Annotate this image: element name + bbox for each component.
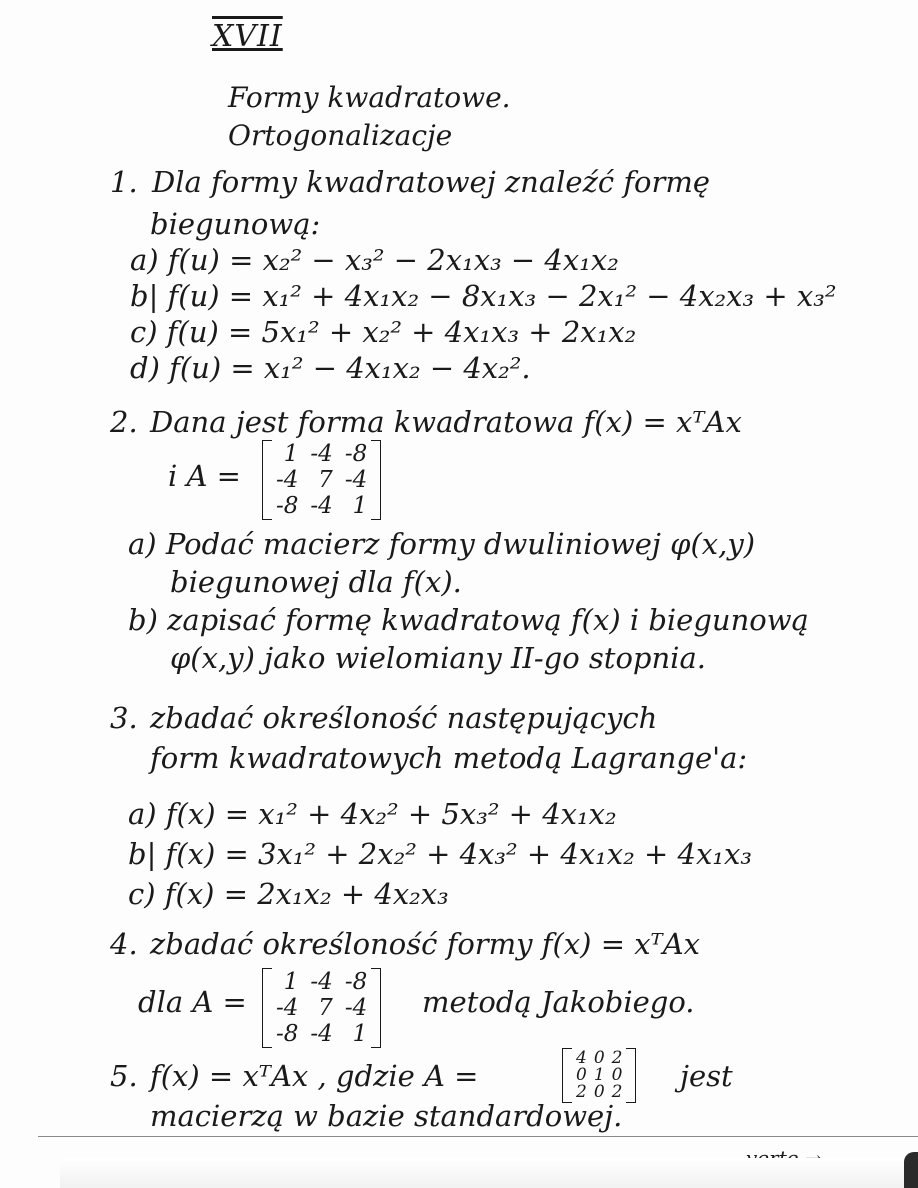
- matrix-cell: 2: [611, 1048, 623, 1068]
- problem-1-text: Dla formy kwadratowej znaleźć formę: [152, 165, 711, 199]
- matrix-cell: -4: [310, 1021, 333, 1048]
- matrix-cell: 7: [318, 995, 333, 1022]
- matrix-cell: -4: [310, 493, 333, 520]
- matrix-cell: -8: [344, 441, 368, 467]
- problem-1-text-cont: biegunową:: [150, 207, 321, 241]
- topic-title: Formy kwadratowe.: [228, 81, 511, 114]
- page-edge-line: [38, 1136, 918, 1137]
- problem-2-number: 2.: [110, 405, 138, 439]
- problem-1d-equation: d) f(u) = x₁² − 4x₁x₂ − 4x₂².: [130, 351, 531, 385]
- matrix-cell: -8: [276, 1021, 299, 1048]
- problem-1a-equation: a) f(u) = x₂² − x₃² − 2x₁x₃ − 4x₁x₂: [130, 243, 619, 277]
- matrix-cell: -4: [310, 441, 333, 467]
- problem-2a-text: a) Podać macierz formy dwuliniowej φ(x,y): [128, 527, 756, 561]
- problem-2a-text-cont: biegunowej dla f(x).: [170, 565, 462, 599]
- problem-3c-equation: c) f(x) = 2x₁x₂ + 4x₂x₃: [128, 877, 449, 911]
- matrix-cell: 1: [352, 493, 368, 520]
- section-number: XVII: [212, 19, 283, 54]
- problem-1c-equation: c) f(u) = 5x₁² + x₂² + 4x₁x₃ + 2x₁x₂: [130, 315, 637, 349]
- matrix-cell: -8: [276, 493, 299, 520]
- matrix-cell: 1: [352, 1021, 368, 1048]
- problem-2b-text-cont: φ(x,y) jako wielomiany II-go stopnia.: [170, 641, 706, 675]
- problem-3-text-cont: form kwadratowych metodą Lagrange'a:: [150, 741, 748, 775]
- problem-3b-equation: b| f(x) = 3x₁² + 2x₂² + 4x₃² + 4x₁x₂ + 4x₁x₃: [128, 837, 752, 871]
- matrix-cell: -4: [344, 467, 368, 494]
- matrix-right-bracket: [371, 440, 381, 520]
- problem-4-matrix: [262, 968, 381, 1048]
- matrix-cell: -4: [276, 467, 299, 494]
- matrix-cell: 4: [576, 1048, 587, 1068]
- problem-4-matrix-prefix: dla A =: [138, 985, 247, 1019]
- problem-3-number: 3.: [110, 701, 138, 735]
- problem-3-text: zbadać określoność następujących: [150, 701, 658, 735]
- matrix-cell: -4: [344, 995, 368, 1022]
- topic-subtitle: Ortogonalizacje: [228, 119, 453, 152]
- problem-5-text: f(x) = xᵀAx , gdzie A =: [150, 1059, 479, 1093]
- matrix-cell: 2: [576, 1082, 587, 1102]
- problem-5-text-cont: macierzą w bazie standardowej.: [150, 1099, 623, 1133]
- problem-1b-equation: b| f(u) = x₁² + 4x₁x₂ − 8x₁x₃ − 2x₁² − 4x₂x₃ + x₃²: [130, 279, 837, 313]
- problem-5-matrix: [562, 1048, 636, 1103]
- problem-3a-equation: a) f(x) = x₁² + 4x₂² + 5x₃² + 4x₁x₂: [128, 797, 617, 831]
- matrix-cell: 2: [611, 1082, 623, 1102]
- matrix-cell: 1: [283, 441, 299, 467]
- matrix-left-bracket: [262, 968, 272, 1048]
- page-edge-shadow: [60, 1158, 918, 1188]
- matrix-left-bracket: [262, 440, 272, 520]
- problem-4-text: zbadać określoność formy f(x) = xᵀAx: [150, 927, 701, 961]
- problem-2-matrix: [262, 440, 381, 520]
- problem-2-matrix-prefix: i A =: [168, 459, 241, 493]
- matrix-cell: 1: [283, 969, 299, 995]
- matrix-right-bracket: [626, 1048, 636, 1103]
- problem-2-text: Dana jest forma kwadratowa f(x) = xᵀAx: [150, 405, 742, 439]
- matrix-right-bracket: [371, 968, 381, 1048]
- matrix-left-bracket: [562, 1048, 572, 1103]
- matrix-cell: 0: [576, 1065, 587, 1085]
- matrix-cell: 7: [318, 467, 333, 494]
- matrix-cell: 0: [611, 1065, 623, 1085]
- problem-1-number: 1.: [110, 165, 138, 199]
- problem-4-number: 4.: [110, 927, 138, 961]
- matrix-cell: 1: [593, 1065, 605, 1085]
- matrix-cell: -4: [310, 969, 333, 995]
- matrix-cell: 0: [593, 1082, 605, 1102]
- matrix-cell: -8: [344, 969, 368, 995]
- matrix-cell: -4: [276, 995, 299, 1022]
- problem-4-method: metodą Jakobiego.: [422, 985, 695, 1019]
- matrix-cell: 0: [593, 1048, 605, 1068]
- problem-5-number: 5.: [110, 1059, 138, 1093]
- problem-5-text-tail: jest: [680, 1059, 733, 1093]
- problem-2b-text: b) zapisać formę kwadratową f(x) i biegunową: [128, 603, 809, 637]
- scan-corner-shadow: [904, 1152, 918, 1188]
